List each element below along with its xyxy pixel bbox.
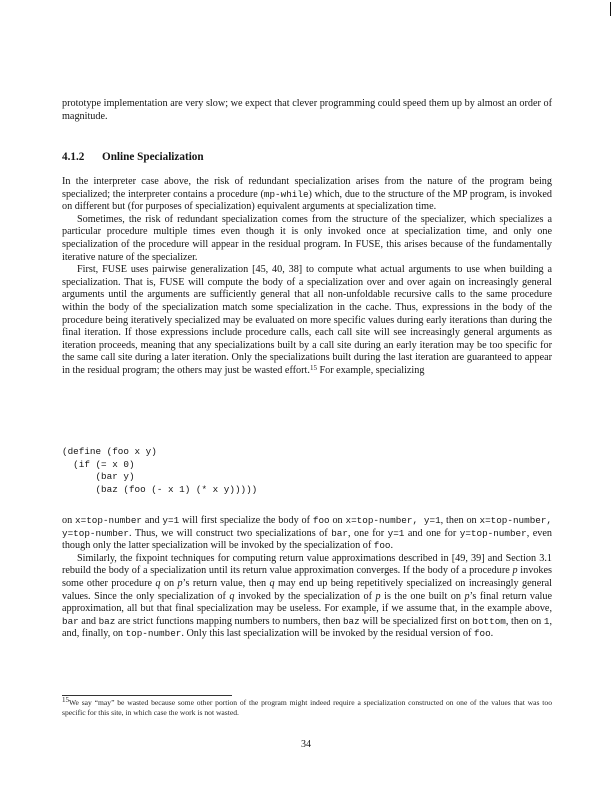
p5-s1: Similarly, the fixpoint techniques for computing return value approximations described in [49, 39] and Section 3.1 rebuild the body of a specialization until its return value approximation converges. If the body of a procedure: [62, 552, 552, 577]
p1-text-b: ) which, due to the structure of the MP program, is invoked on different but (for purposes of specialization) equivalent arguments at specialization time.: [62, 188, 552, 213]
p5-v1: p: [512, 565, 518, 577]
top-paragraph: prototype implementation are very slow; we expect that clever programming could speed them up by almost an order of magnitude.: [62, 98, 552, 122]
p5-c7: foo: [473, 628, 491, 640]
scan-edge-mark: [610, 2, 612, 16]
p5-s8: ’s final return value approximation, all but that final specialization may be useless. For example, if we assume that, in the example above,: [62, 590, 552, 615]
footnote-text: We say “may” be wasted because some other portion of the program might indeed require a specialization constructed on one of the values that was too specific for this site, in which case the work is not wasted.: [62, 698, 552, 717]
p5-v5: q: [229, 590, 235, 602]
p4-s4: on: [329, 515, 346, 526]
p5-v3: p: [177, 577, 183, 589]
paragraph-3: [62, 264, 552, 377]
p5-s7: is the one built on: [380, 590, 465, 602]
p5-v7: p: [464, 590, 470, 602]
p5-c5: 1: [543, 615, 550, 627]
p5-s3: on: [160, 577, 178, 589]
p4-s1: on: [62, 515, 76, 526]
footnote-divider: [62, 695, 232, 696]
paragraph-5: [62, 553, 552, 641]
p5-s2: invokes some other procedure: [62, 565, 552, 589]
p5-s14: . Only this last specialization will be invoked by the residual version of: [181, 628, 474, 640]
body-text-upper: [62, 176, 552, 378]
p4-s7: , one for: [347, 527, 388, 539]
p5-s5: may end up being repetitively specialized on increasingly general values. Since the only specialization of: [62, 577, 552, 602]
p5-s12: , then on: [505, 615, 544, 627]
p1-code-mp-while: mp-while: [263, 188, 309, 200]
p5-c2: baz: [98, 615, 116, 627]
p1-text-a: In the interpreter case above, the risk of redundant specialization arises from the nature of the program being specialized; the interpreter contains a procedure (: [62, 176, 552, 200]
footnote-reference: 15: [309, 363, 317, 372]
p4-s8: and one for: [404, 527, 460, 539]
p4-c4: x=top-number, y=1: [345, 515, 441, 526]
p5-s15: .: [490, 628, 494, 640]
p4-s3: will first specialize the body of: [179, 515, 313, 526]
p5-s9: and: [78, 615, 99, 627]
p4-c5: x=top-number, y=top-number: [62, 515, 553, 539]
paragraph-1: [62, 176, 552, 214]
p5-v6: p: [375, 590, 381, 602]
p4-c8: y=top-number: [459, 527, 527, 539]
p4-c6: bar: [331, 527, 348, 539]
p4-c9: foo: [373, 540, 391, 552]
paragraph-2: Sometimes, the risk of redundant specialization comes from the structure of the specializer, which specializes a particular procedure multiple times even though it is only invoked once at specialization time, and only one specialization of the procedure will appear in the residual program. In FUSE, this arises because of the fundamentally iterative nature of the specializer.: [62, 213, 552, 263]
p4-s9: , even though only the latter specialization will be invoked by the specialization of: [62, 527, 552, 552]
p5-s6: invoked by the specialization of: [234, 590, 376, 602]
section-heading: [62, 151, 204, 163]
continued-paragraph: [62, 98, 552, 123]
p5-c1: bar: [62, 615, 79, 627]
p4-s5: , then on: [440, 515, 480, 526]
p4-c7: y=1: [387, 527, 405, 539]
footnote: [62, 698, 552, 718]
p4-c3: foo: [312, 515, 330, 526]
p3-text: First, FUSE uses pairwise generalization [45, 40, 38] to compute what actual arguments to use when building a specialization. That is, FUSE will compute the body of a specialization over and over again on increasingly general arguments until the arguments are sufficiently general that all non-unfoldable recursive calls to the same procedure within the body of the specialization match some specialization in the cache. Thus, expressions in the body of the procedure being iteratively specialized may be evaluated on more specific values during early iterations than during the final iteration. If those expressions include procedure calls, each call site will see increasingly general arguments as iteration proceeds, meaning that any specializations built by a call site during an early iteration may be too specific for the same call site during a later iteration. Only the specializations built during the last iteration are guaranteed to appear in the residual program; the others may just be wasted effort.: [62, 264, 552, 376]
p5-s13: , and, finally, on: [62, 615, 552, 640]
footnote-marker: 15: [62, 696, 69, 704]
p5-s11: will be specialized first on: [359, 615, 473, 627]
p5-s10: are strict functions mapping numbers to numbers, then: [115, 615, 343, 627]
p5-s4: ’s return value, then: [182, 577, 270, 589]
page-number: 34: [301, 739, 311, 750]
section-title: Online Specialization: [102, 151, 204, 163]
p5-c6: top-number: [125, 628, 182, 640]
p5-c4: bottom: [472, 615, 506, 627]
p5-c3: baz: [342, 615, 360, 627]
code-block: (define (foo x y) (if (= x 0) (bar y) (baz (foo (- x 1) (* x y))))): [62, 446, 258, 495]
p5-v2: q: [155, 577, 161, 589]
p4-s2: and: [142, 515, 163, 526]
p5-v4: q: [269, 577, 275, 589]
p4-s6: . Thus, we will construct two specializations of: [128, 527, 332, 539]
p4-c1: x=top-number: [75, 515, 142, 526]
body-text-lower: [62, 515, 552, 641]
paragraph-4: [62, 515, 552, 553]
p3-tail: For example, specializing: [316, 364, 425, 376]
p4-c2: y=1: [162, 515, 180, 526]
p4-s10: .: [390, 540, 394, 552]
section-number: 4.1.2: [62, 151, 85, 163]
